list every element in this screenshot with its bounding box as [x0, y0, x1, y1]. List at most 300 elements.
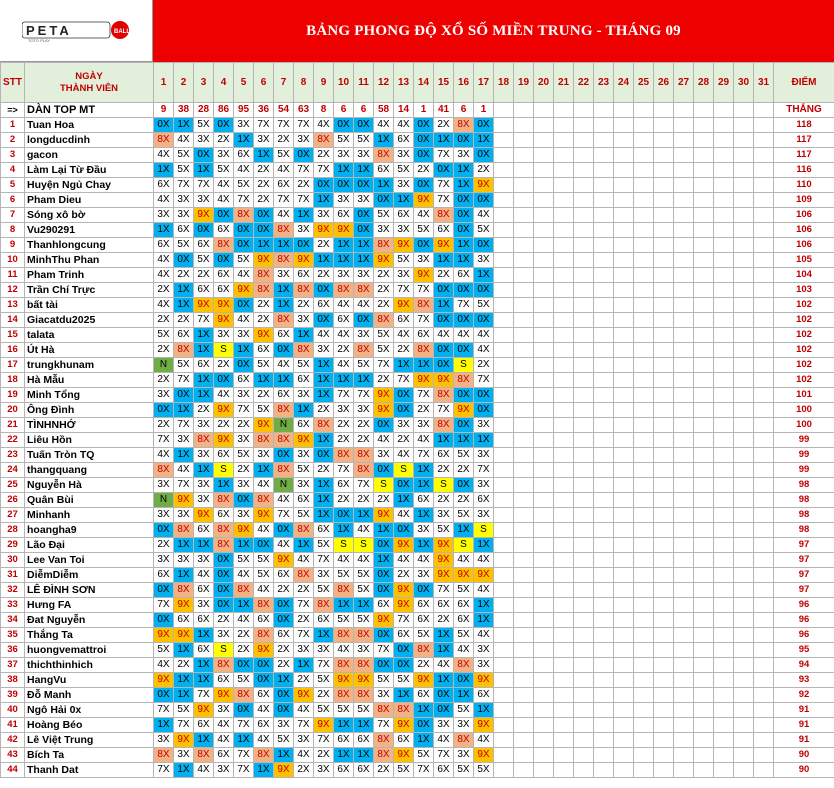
empty-cell — [534, 718, 554, 733]
result-cell: 9X — [474, 718, 494, 733]
result-cell: 6X — [274, 628, 294, 643]
empty-cell — [654, 658, 674, 673]
empty-cell — [754, 643, 774, 658]
result-cell: 1X — [454, 178, 474, 193]
empty-cell — [554, 628, 574, 643]
result-cell: 5X — [194, 253, 214, 268]
empty-cell — [674, 298, 694, 313]
empty-cell — [594, 538, 614, 553]
member-stt: 24 — [1, 463, 25, 478]
member-stt: 10 — [1, 253, 25, 268]
result-cell: 1X — [394, 493, 414, 508]
empty-cell — [694, 388, 714, 403]
result-cell: 5X — [234, 673, 254, 688]
result-cell: 5X — [334, 568, 354, 583]
empty-cell — [534, 328, 554, 343]
empty-cell — [534, 388, 554, 403]
empty-cell — [734, 223, 754, 238]
member-stt: 41 — [1, 718, 25, 733]
result-cell: 7X — [354, 388, 374, 403]
result-cell: 2X — [454, 463, 474, 478]
empty-cell — [614, 493, 634, 508]
result-cell: 0X — [474, 403, 494, 418]
empty-cell — [574, 238, 594, 253]
result-cell: 8X — [294, 568, 314, 583]
result-cell: 6X — [214, 268, 234, 283]
top-count-cell — [654, 103, 674, 118]
result-cell: 9X — [254, 328, 274, 343]
result-cell: 5X — [454, 763, 474, 778]
empty-cell — [514, 178, 534, 193]
result-cell: 2X — [334, 433, 354, 448]
empty-cell — [594, 658, 614, 673]
result-cell: 5X — [454, 508, 474, 523]
empty-cell — [554, 433, 574, 448]
result-cell: 6X — [434, 223, 454, 238]
empty-cell — [534, 133, 554, 148]
member-stt: 20 — [1, 403, 25, 418]
empty-cell — [654, 613, 674, 628]
result-cell: 9X — [474, 748, 494, 763]
day-header: 26 — [654, 63, 674, 103]
top-count-cell — [594, 103, 614, 118]
empty-cell — [694, 613, 714, 628]
result-cell: 1X — [394, 193, 414, 208]
result-cell: 4X — [374, 433, 394, 448]
empty-cell — [554, 463, 574, 478]
result-cell: 1X — [174, 118, 194, 133]
result-cell: 5X — [374, 673, 394, 688]
result-cell: 1X — [334, 748, 354, 763]
result-cell: 1X — [174, 673, 194, 688]
result-cell: 5X — [354, 703, 374, 718]
empty-cell — [494, 418, 514, 433]
result-cell: 9X — [214, 433, 234, 448]
result-cell: 2X — [154, 343, 174, 358]
result-cell: 6X — [214, 448, 234, 463]
empty-cell — [614, 658, 634, 673]
result-cell: 3X — [474, 478, 494, 493]
empty-cell — [614, 463, 634, 478]
result-cell: 1X — [454, 253, 474, 268]
result-cell: 1X — [414, 733, 434, 748]
result-cell: 8X — [354, 463, 374, 478]
member-row — [1, 478, 834, 493]
empty-cell — [754, 403, 774, 418]
top-count-cell: 14 — [394, 103, 414, 118]
empty-cell — [674, 658, 694, 673]
empty-cell — [594, 553, 614, 568]
member-row — [1, 388, 834, 403]
empty-cell — [494, 508, 514, 523]
empty-cell — [494, 298, 514, 313]
result-cell: 1X — [194, 673, 214, 688]
empty-cell — [534, 523, 554, 538]
result-cell: 6X — [434, 598, 454, 613]
member-name: huongvemattroi — [25, 643, 154, 658]
member-stt: 44 — [1, 763, 25, 778]
empty-cell — [674, 133, 694, 148]
empty-cell — [674, 328, 694, 343]
empty-cell — [494, 643, 514, 658]
result-cell: 9X — [174, 598, 194, 613]
result-cell: 9X — [394, 583, 414, 598]
empty-cell — [574, 343, 594, 358]
empty-cell — [634, 373, 654, 388]
day-header: 23 — [594, 63, 614, 103]
result-cell: 0X — [274, 523, 294, 538]
result-cell: 4X — [414, 433, 434, 448]
empty-cell — [634, 478, 654, 493]
result-cell: 6X — [254, 688, 274, 703]
result-cell: 3X — [474, 508, 494, 523]
member-score: 102 — [774, 343, 834, 358]
empty-cell — [734, 283, 754, 298]
member-stt: 42 — [1, 733, 25, 748]
empty-cell — [634, 388, 654, 403]
empty-cell — [694, 478, 714, 493]
member-stt: 13 — [1, 298, 25, 313]
result-cell: 4X — [454, 553, 474, 568]
member-row — [1, 598, 834, 613]
result-cell: 9X — [294, 433, 314, 448]
empty-cell — [694, 253, 714, 268]
empty-cell — [614, 208, 634, 223]
empty-cell — [494, 733, 514, 748]
empty-cell — [494, 403, 514, 418]
result-cell: 3X — [154, 508, 174, 523]
member-stt: 8 — [1, 223, 25, 238]
empty-cell — [634, 298, 654, 313]
result-cell: 8X — [234, 583, 254, 598]
empty-cell — [614, 358, 634, 373]
empty-cell — [654, 463, 674, 478]
member-score: 102 — [774, 373, 834, 388]
result-cell: 6X — [414, 598, 434, 613]
empty-cell — [554, 388, 574, 403]
empty-cell — [534, 418, 554, 433]
result-cell: S — [334, 538, 354, 553]
empty-cell — [494, 613, 514, 628]
empty-cell — [654, 388, 674, 403]
top-row-score-label: THẮNG — [774, 103, 834, 118]
empty-cell — [514, 568, 534, 583]
result-cell: 0X — [414, 118, 434, 133]
empty-cell — [574, 748, 594, 763]
result-cell: 9X — [414, 268, 434, 283]
result-cell: 2X — [254, 178, 274, 193]
member-name: Út Hà — [25, 343, 154, 358]
header-row — [1, 63, 834, 103]
day-header: 20 — [534, 63, 554, 103]
result-cell: 0X — [334, 118, 354, 133]
result-cell: 7X — [154, 763, 174, 778]
result-cell: 8X — [414, 298, 434, 313]
empty-cell — [754, 283, 774, 298]
result-cell: 9X — [474, 178, 494, 193]
result-cell: 5X — [354, 133, 374, 148]
empty-cell — [554, 298, 574, 313]
empty-cell — [534, 598, 554, 613]
top-count-cell: 38 — [174, 103, 194, 118]
empty-cell — [654, 448, 674, 463]
result-cell: 4X — [474, 628, 494, 643]
empty-cell — [734, 343, 754, 358]
result-cell: 7X — [234, 403, 254, 418]
empty-cell — [754, 148, 774, 163]
result-cell: 8X — [274, 403, 294, 418]
result-cell: 6X — [274, 178, 294, 193]
member-stt: 12 — [1, 283, 25, 298]
empty-cell — [754, 163, 774, 178]
empty-cell — [654, 373, 674, 388]
member-row — [1, 733, 834, 748]
form-table — [0, 62, 834, 778]
empty-cell — [714, 628, 734, 643]
result-cell: 3X — [294, 388, 314, 403]
empty-cell — [514, 643, 534, 658]
empty-cell — [694, 463, 714, 478]
result-cell: 0X — [294, 238, 314, 253]
empty-cell — [514, 193, 534, 208]
result-cell: 7X — [294, 628, 314, 643]
empty-cell — [594, 688, 614, 703]
result-cell: 6X — [434, 448, 454, 463]
result-cell: 1X — [374, 523, 394, 538]
member-name: Bích Ta — [25, 748, 154, 763]
member-name: Vu290291 — [25, 223, 154, 238]
empty-cell — [654, 478, 674, 493]
result-cell: 3X — [254, 133, 274, 148]
empty-cell — [494, 163, 514, 178]
empty-cell — [594, 478, 614, 493]
member-name: TÌNHNHỚ — [25, 418, 154, 433]
empty-cell — [514, 343, 534, 358]
empty-cell — [674, 673, 694, 688]
result-cell: 5X — [274, 733, 294, 748]
result-cell: 3X — [234, 388, 254, 403]
empty-cell — [694, 688, 714, 703]
result-cell: 4X — [474, 733, 494, 748]
result-cell: 4X — [154, 193, 174, 208]
result-cell: 8X — [234, 208, 254, 223]
empty-cell — [514, 718, 534, 733]
empty-cell — [754, 658, 774, 673]
result-cell: 9X — [394, 298, 414, 313]
result-cell: 7X — [374, 718, 394, 733]
member-stt: 18 — [1, 373, 25, 388]
empty-cell — [674, 688, 694, 703]
result-cell: 1X — [194, 463, 214, 478]
member-row — [1, 508, 834, 523]
empty-cell — [614, 403, 634, 418]
member-score: 116 — [774, 163, 834, 178]
result-cell: 7X — [234, 193, 254, 208]
empty-cell — [714, 328, 734, 343]
empty-cell — [494, 223, 514, 238]
result-cell: 7X — [314, 658, 334, 673]
result-cell: 1X — [194, 343, 214, 358]
member-score: 104 — [774, 268, 834, 283]
result-cell: 8X — [374, 313, 394, 328]
empty-cell — [674, 283, 694, 298]
result-cell: 7X — [294, 718, 314, 733]
member-score: 102 — [774, 298, 834, 313]
result-cell: 8X — [454, 118, 474, 133]
empty-cell — [714, 553, 734, 568]
member-stt: 6 — [1, 193, 25, 208]
empty-cell — [634, 613, 654, 628]
result-cell: 8X — [354, 658, 374, 673]
empty-cell — [514, 253, 534, 268]
member-name: DiễmDiễm — [25, 568, 154, 583]
empty-cell — [674, 508, 694, 523]
empty-cell — [714, 313, 734, 328]
empty-cell — [494, 568, 514, 583]
member-row — [1, 538, 834, 553]
result-cell: 6X — [234, 373, 254, 388]
empty-cell — [754, 598, 774, 613]
member-stt: 2 — [1, 133, 25, 148]
member-score: 91 — [774, 718, 834, 733]
empty-cell — [734, 433, 754, 448]
member-name: Lão Đại — [25, 538, 154, 553]
result-cell: 0X — [374, 658, 394, 673]
result-cell: 4X — [254, 478, 274, 493]
empty-cell — [634, 748, 654, 763]
result-cell: 8X — [354, 283, 374, 298]
empty-cell — [714, 418, 734, 433]
result-cell: 6X — [394, 628, 414, 643]
empty-cell — [614, 733, 634, 748]
empty-cell — [634, 193, 654, 208]
result-cell: 4X — [394, 508, 414, 523]
result-cell: 8X — [194, 433, 214, 448]
result-cell: 1X — [474, 538, 494, 553]
empty-cell — [494, 358, 514, 373]
result-cell: 4X — [474, 553, 494, 568]
result-cell: 3X — [194, 553, 214, 568]
result-cell: 3X — [274, 718, 294, 733]
empty-cell — [734, 568, 754, 583]
result-cell: 3X — [194, 493, 214, 508]
result-cell: 4X — [394, 553, 414, 568]
empty-cell — [654, 673, 674, 688]
result-cell: 4X — [334, 553, 354, 568]
result-cell: 0X — [354, 313, 374, 328]
empty-cell — [654, 403, 674, 418]
result-cell: 5X — [414, 628, 434, 643]
result-cell: 5X — [214, 163, 234, 178]
empty-cell — [594, 613, 614, 628]
result-cell: 4X — [254, 523, 274, 538]
result-cell: 1X — [414, 508, 434, 523]
result-cell: 7X — [374, 643, 394, 658]
empty-cell — [514, 598, 534, 613]
result-cell: 1X — [334, 238, 354, 253]
empty-cell — [614, 223, 634, 238]
result-cell: 9X — [254, 418, 274, 433]
empty-cell — [574, 463, 594, 478]
result-cell: 1X — [274, 373, 294, 388]
result-cell: 2X — [294, 613, 314, 628]
empty-cell — [594, 298, 614, 313]
result-cell: 7X — [314, 553, 334, 568]
member-stt: 33 — [1, 598, 25, 613]
empty-cell — [594, 763, 614, 778]
empty-cell — [754, 703, 774, 718]
empty-cell — [614, 433, 634, 448]
empty-cell — [634, 553, 654, 568]
result-cell: 8X — [274, 223, 294, 238]
empty-cell — [574, 658, 594, 673]
empty-cell — [494, 388, 514, 403]
member-stt: 36 — [1, 643, 25, 658]
result-cell: 6X — [414, 328, 434, 343]
result-cell: 4X — [314, 118, 334, 133]
result-cell: 4X — [334, 298, 354, 313]
result-cell: 6X — [414, 613, 434, 628]
result-cell: 9X — [474, 568, 494, 583]
result-cell: 0X — [214, 568, 234, 583]
empty-cell — [494, 238, 514, 253]
result-cell: 3X — [334, 268, 354, 283]
result-cell: 6X — [314, 523, 334, 538]
result-cell: 2X — [194, 268, 214, 283]
result-cell: 1X — [334, 718, 354, 733]
member-stt: 43 — [1, 748, 25, 763]
result-cell: 5X — [234, 553, 254, 568]
empty-cell — [694, 148, 714, 163]
member-name: Ông Đình — [25, 403, 154, 418]
result-cell: 2X — [154, 418, 174, 433]
empty-cell — [634, 673, 654, 688]
result-cell: 6X — [194, 718, 214, 733]
day-header: 17 — [474, 63, 494, 103]
result-cell: 4X — [374, 118, 394, 133]
empty-cell — [574, 673, 594, 688]
empty-cell — [754, 478, 774, 493]
result-cell: 5X — [374, 208, 394, 223]
empty-cell — [754, 523, 774, 538]
member-stt: 17 — [1, 358, 25, 373]
result-cell: 5X — [374, 328, 394, 343]
empty-cell — [514, 673, 534, 688]
member-score: 97 — [774, 568, 834, 583]
empty-cell — [494, 493, 514, 508]
result-cell: 8X — [254, 748, 274, 763]
day-header: 12 — [374, 63, 394, 103]
result-cell: 3X — [174, 193, 194, 208]
result-cell: 9X — [154, 673, 174, 688]
result-cell: 0X — [314, 283, 334, 298]
empty-cell — [674, 478, 694, 493]
member-row — [1, 268, 834, 283]
member-row — [1, 148, 834, 163]
empty-cell — [654, 418, 674, 433]
result-cell: 7X — [394, 283, 414, 298]
result-cell: 0X — [254, 673, 274, 688]
empty-cell — [754, 133, 774, 148]
result-cell: 8X — [154, 748, 174, 763]
empty-cell — [534, 478, 554, 493]
member-name: MinhThu Phan — [25, 253, 154, 268]
result-cell: 3X — [414, 568, 434, 583]
result-cell: 3X — [294, 478, 314, 493]
member-score: 102 — [774, 328, 834, 343]
member-stt: 37 — [1, 658, 25, 673]
result-cell: 8X — [294, 343, 314, 358]
